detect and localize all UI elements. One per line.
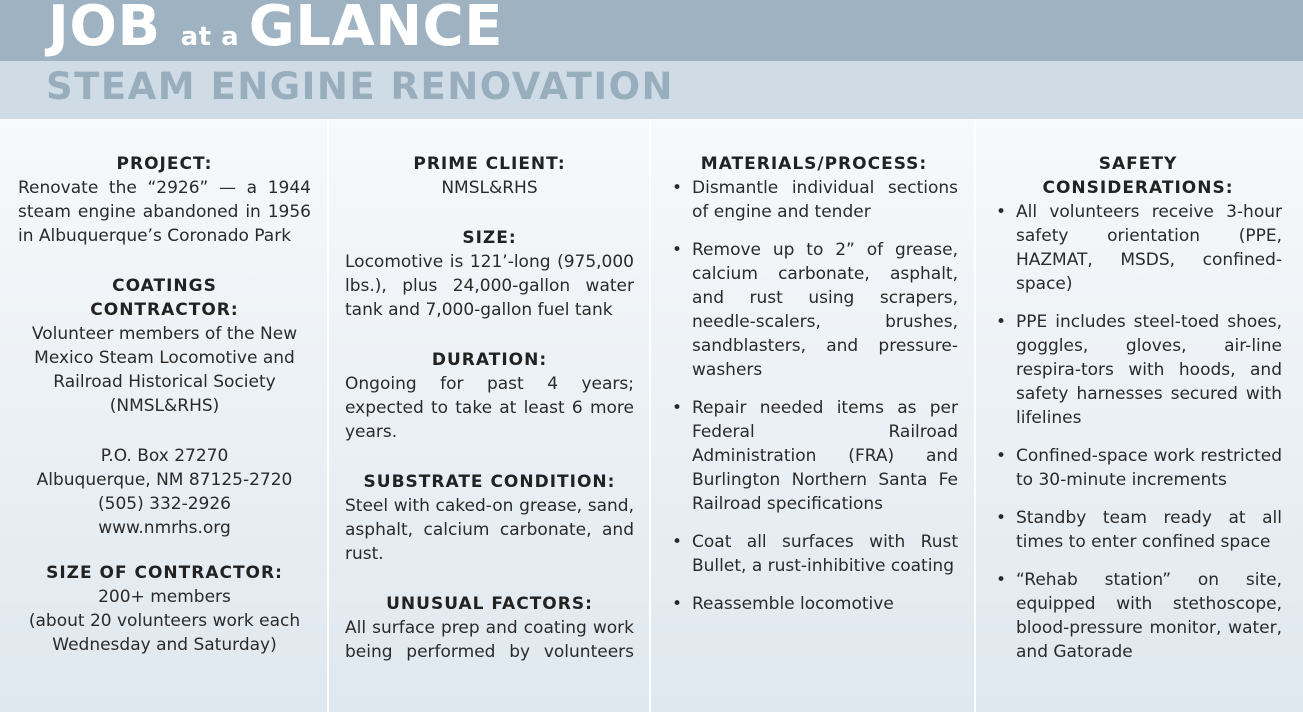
- column-divider: [649, 119, 651, 712]
- size-text: Locomotive is 121’-long (975,000 lbs.), plus 24,000-gallon water tank and 7,000-gallon fuel tank: [345, 252, 634, 320]
- unusual-factors-text: All surface prep and coating work being performed by volunteers: [345, 618, 634, 662]
- duration-heading: DURATION:: [431, 350, 548, 370]
- list-item: • Remove up to 2” of grease, calcium carbonate, asphalt, and rust using scrapers, needle-scalers, brushes, sandblasters, and pressure-washers: [670, 238, 958, 382]
- materials-process-heading: MATERIALS/PROCESS:: [700, 154, 928, 174]
- banner-title: [48, 0, 503, 59]
- column-project: [18, 119, 311, 712]
- substrate-condition-heading: SUBSTRATE CONDITION:: [363, 472, 616, 492]
- list-item: • Repair needed items as per Federal Railroad Administration (FRA) and Burlington Northern Santa Fe Railroad specifications: [670, 396, 958, 516]
- banner-title-at-a: at a: [180, 22, 249, 52]
- column-materials-process: [670, 119, 958, 712]
- column-divider: [327, 119, 329, 712]
- project-heading: PROJECT:: [116, 154, 213, 174]
- subtitle-bar: [0, 61, 1303, 119]
- materials-process-list: [670, 176, 958, 616]
- duration-text: Ongoing for past 4 years; expected to take at least 6 more years.: [345, 374, 634, 442]
- column-divider: [974, 119, 976, 712]
- size-of-contractor-note: (about 20 volunteers work each Wednesday and Saturday): [28, 611, 301, 655]
- project-text: Renovate the “2926” — a 1944 steam engine abandoned in 1956 in Albuquerque’s Coronado Park: [18, 178, 311, 246]
- coatings-heading-line1: COATINGS: [112, 276, 217, 296]
- size-of-contractor-count: 200+ members: [98, 587, 231, 607]
- list-item: • Coat all surfaces with Rust Bullet, a rust-inhibitive coating: [670, 530, 958, 578]
- list-item: • All volunteers receive 3-hour safety orientation (PPE, HAZMAT, MSDS, confined-space): [994, 200, 1282, 296]
- list-item: • Standby team ready at all times to enter confined space: [994, 506, 1282, 554]
- banner-title-glance: GLANCE: [248, 0, 503, 59]
- page-subtitle: STEAM ENGINE RENOVATION: [46, 65, 674, 108]
- prime-client-heading: PRIME CLIENT:: [413, 154, 566, 174]
- size-of-contractor-heading: SIZE OF CONTRACTOR:: [46, 563, 283, 583]
- list-item: • Dismantle individual sections of engine and tender: [670, 176, 958, 224]
- phone-number: (505) 332-2926: [98, 494, 231, 514]
- unusual-factors-heading: UNUSUAL FACTORS:: [386, 594, 593, 614]
- address-line: P.O. Box 27270: [100, 446, 229, 466]
- safety-heading-line1: SAFETY: [1098, 154, 1178, 174]
- list-item: • Reassemble locomotive: [670, 592, 958, 616]
- size-heading: SIZE:: [462, 228, 517, 248]
- list-item: • “Rehab station” on site, equipped with stethoscope, blood-pressure monitor, water, and Gatorade: [994, 568, 1282, 664]
- list-item: • Confined-space work restricted to 30-minute increments: [994, 444, 1282, 492]
- coatings-heading-line2: CONTRACTOR:: [90, 300, 239, 320]
- website-link[interactable]: www.nmrhs.org: [98, 518, 231, 538]
- substrate-condition-text: Steel with caked-on grease, sand, asphalt, calcium carbonate, and rust.: [345, 496, 634, 564]
- column-client: [345, 119, 634, 712]
- safety-list: [994, 200, 1282, 664]
- banner-title-job: JOB: [48, 0, 181, 59]
- address-line: Albuquerque, NM 87125-2720: [36, 470, 293, 490]
- header-banner: [0, 0, 1303, 61]
- column-safety: [994, 119, 1282, 712]
- safety-heading-line2: CONSIDERATIONS:: [1042, 178, 1234, 198]
- prime-client-text: NMSL&RHS: [441, 178, 538, 198]
- coatings-text: Volunteer members of the New Mexico Steam Locomotive and Railroad Historical Society (NMSL&RHS): [31, 324, 298, 416]
- list-item: • PPE includes steel-toed shoes, goggles, gloves, air-line respira-tors with hoods, and safety harnesses secured with lifelines: [994, 310, 1282, 430]
